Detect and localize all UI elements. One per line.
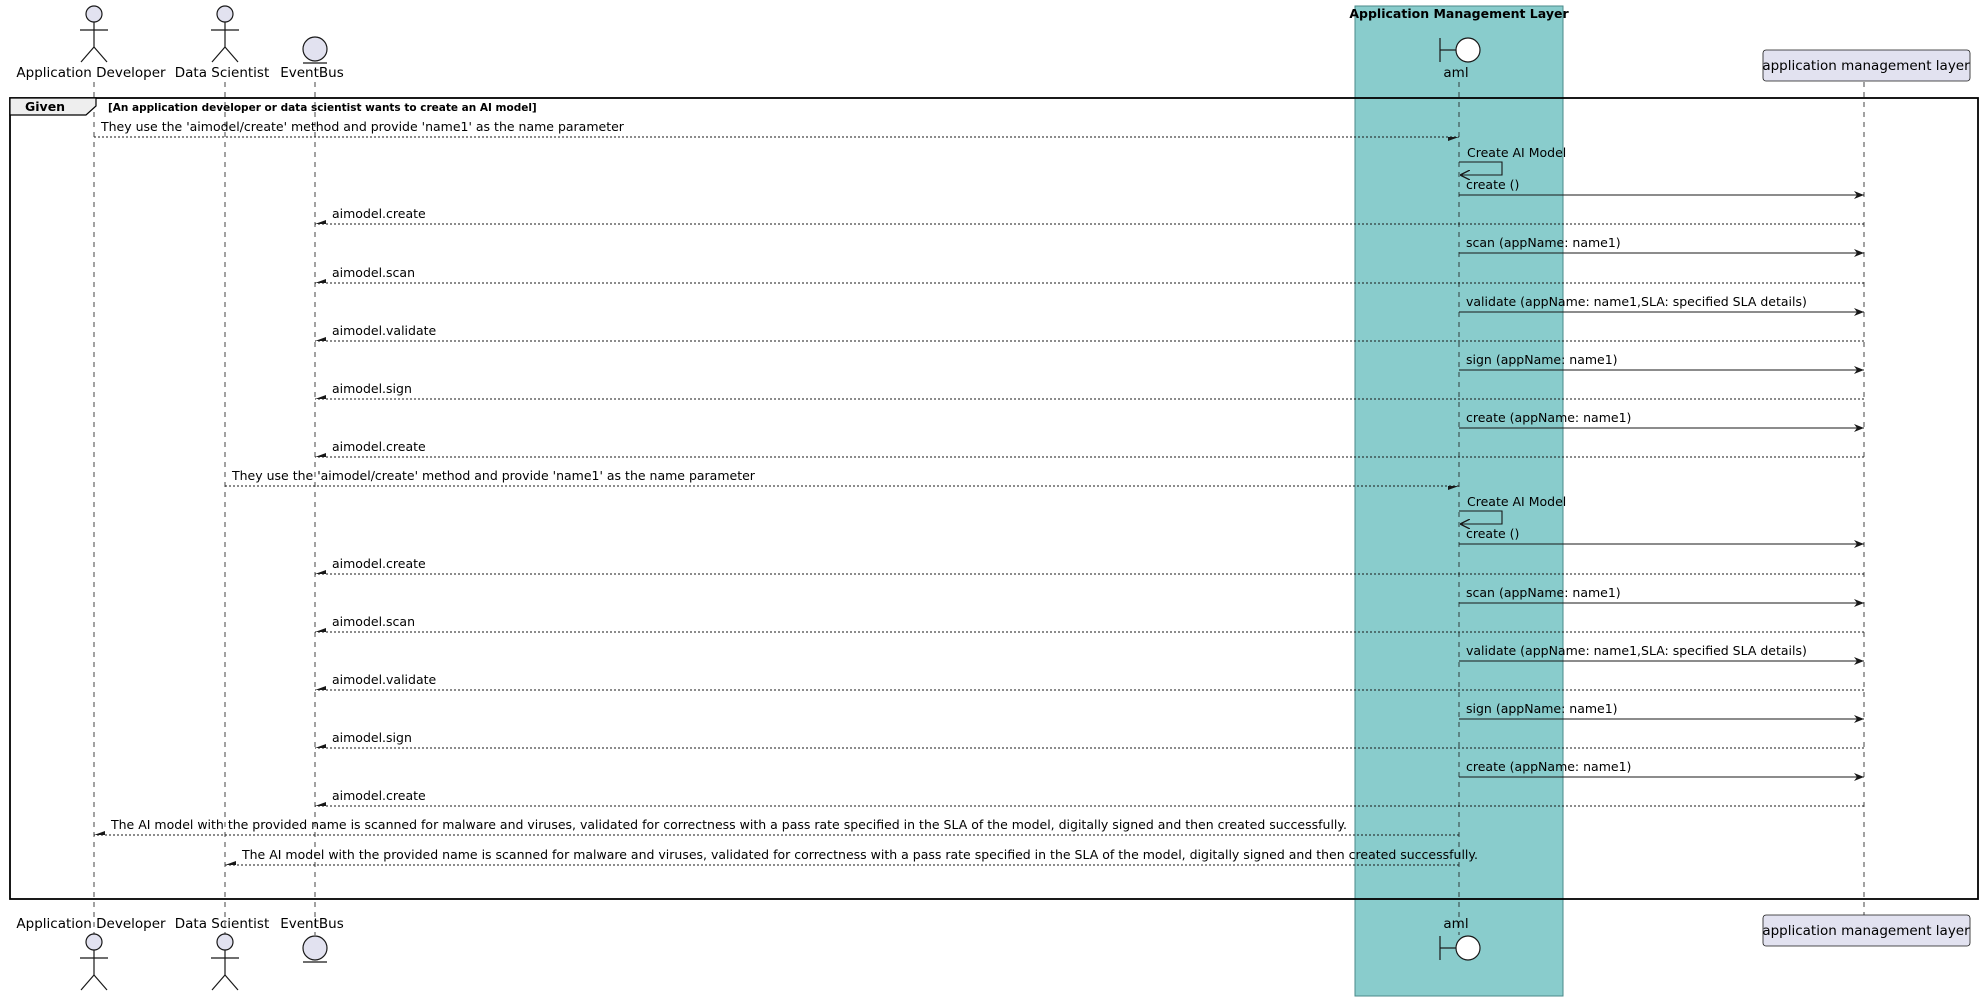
message-label: aimodel.scan	[332, 614, 415, 629]
message-arrow	[315, 614, 1864, 632]
participant-application-management-layer-top[interactable]	[1762, 50, 1970, 81]
message-label: aimodel.sign	[332, 381, 412, 396]
entity-icon	[303, 37, 327, 63]
actor-icon	[80, 6, 108, 62]
entity-icon	[303, 936, 327, 962]
participant-label: Data Scientist	[174, 65, 270, 81]
participants-top	[16, 6, 1970, 81]
participant-application-management-layer-bottom[interactable]	[1762, 915, 1970, 946]
message-label: aimodel.validate	[332, 323, 437, 338]
message-label: aimodel.create	[332, 556, 426, 571]
message-label: The AI model with the provided name is scanned for malware and viruses, validated for correctness with a pass rate specified in the SLA of the model, digitally signed and then created successfully.	[242, 847, 1478, 862]
message-label: validate (appName: name1,SLA: specified SLA details)	[1466, 643, 1807, 658]
message-arrow	[315, 381, 1864, 399]
participant-label: aml	[1443, 65, 1469, 81]
participant-label: application management layer	[1762, 58, 1970, 74]
message-label: aimodel.scan	[332, 265, 415, 280]
actor-icon	[80, 934, 108, 990]
message-label: create (appName: name1)	[1466, 759, 1632, 774]
message-label: aimodel.create	[332, 206, 426, 221]
entity-eventbus-top[interactable]	[280, 37, 344, 81]
message-label: scan (appName: name1)	[1466, 235, 1621, 250]
participants-bottom	[16, 915, 1970, 990]
participant-label: Application Developer	[16, 916, 166, 932]
message-arrow	[315, 206, 1864, 224]
message-arrow	[94, 817, 1459, 835]
actor-icon	[211, 934, 239, 990]
message-arrow	[315, 672, 1864, 690]
participant-label: application management layer	[1762, 923, 1970, 939]
message-label: aimodel.sign	[332, 730, 412, 745]
group-title: Given	[25, 99, 66, 114]
message-label: create (appName: name1)	[1466, 410, 1632, 425]
actor-data-scientist-top[interactable]	[175, 6, 270, 81]
message-label: Create AI Model	[1467, 494, 1567, 509]
actor-application-developer-bottom[interactable]	[16, 916, 166, 990]
message-label: aimodel.create	[332, 439, 426, 454]
message-label: The AI model with the provided name is scanned for malware and viruses, validated for correctness with a pass rate specified in the SLA of the model, digitally signed and then created successfully.	[111, 817, 1347, 832]
box-title: Application Management Layer	[1349, 6, 1569, 21]
message-label: aimodel.validate	[332, 672, 437, 687]
message-arrow	[315, 730, 1864, 748]
participant-label: Data Scientist	[174, 916, 270, 932]
message-label: They use the 'aimodel/create' method and provide 'name1' as the name parameter	[232, 468, 755, 483]
message-arrow	[315, 556, 1864, 574]
message-arrow	[315, 323, 1864, 341]
message-arrow	[225, 847, 1478, 865]
actor-application-developer-top[interactable]	[16, 6, 166, 81]
actor-icon	[211, 6, 239, 62]
participant-label: EventBus	[280, 916, 344, 932]
message-label: create ()	[1466, 526, 1520, 541]
group-given	[10, 98, 1978, 899]
participant-label: Application Developer	[16, 65, 166, 81]
message-label: sign (appName: name1)	[1466, 352, 1618, 367]
message-arrow	[315, 788, 1864, 806]
message-label: scan (appName: name1)	[1466, 585, 1621, 600]
participant-label: aml	[1443, 916, 1469, 932]
message-label: Create AI Model	[1467, 145, 1567, 160]
group-condition: [An application developer or data scientist wants to create an AI model]	[108, 102, 537, 114]
message-arrow	[94, 119, 1459, 137]
message-label: They use the 'aimodel/create' method and provide 'name1' as the name parameter	[101, 119, 624, 134]
participant-label: EventBus	[280, 65, 344, 81]
message-arrow	[315, 439, 1864, 457]
message-arrow	[225, 468, 1459, 486]
message-arrow	[315, 265, 1864, 283]
message-label: create ()	[1466, 177, 1520, 192]
messages	[94, 119, 1864, 865]
message-label: validate (appName: name1,SLA: specified SLA details)	[1466, 294, 1807, 309]
message-label: aimodel.create	[332, 788, 426, 803]
actor-data-scientist-bottom[interactable]	[175, 916, 270, 990]
entity-eventbus-bottom[interactable]	[280, 916, 344, 962]
message-label: sign (appName: name1)	[1466, 701, 1618, 716]
